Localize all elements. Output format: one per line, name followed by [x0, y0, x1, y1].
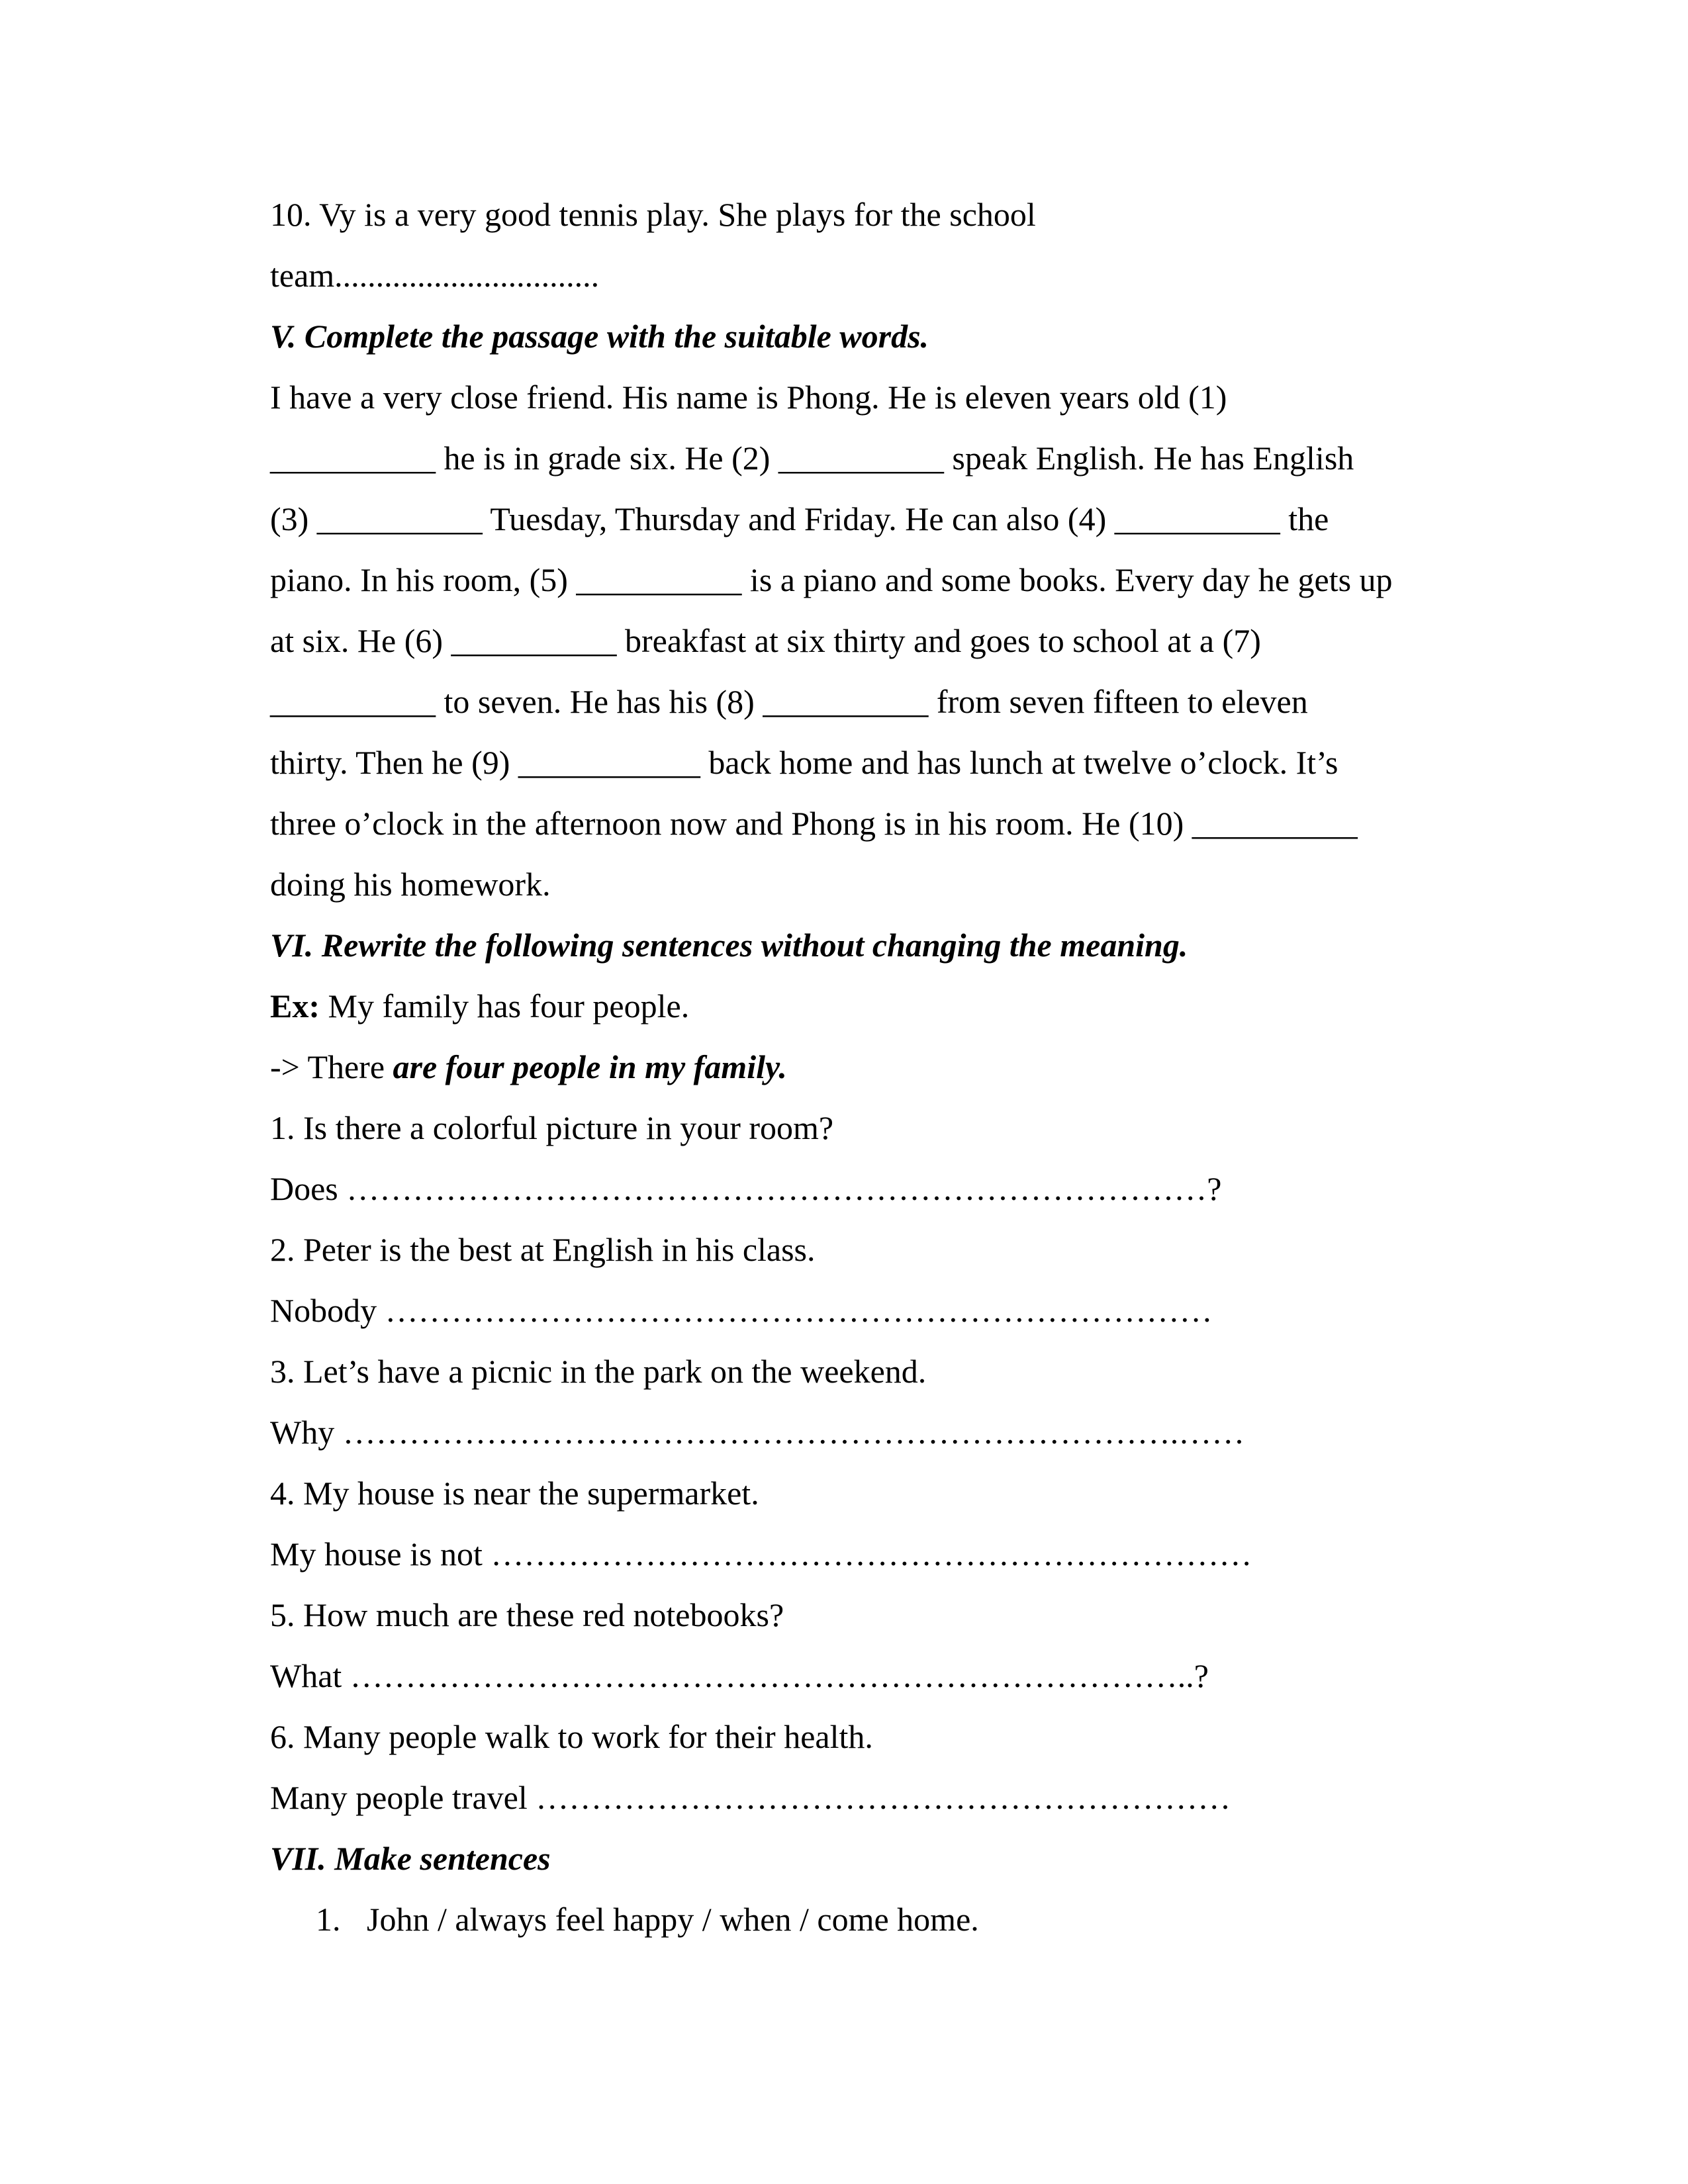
rewrite-answer-1: Does ……………………………………………………………………? — [270, 1170, 1222, 1207]
section-v-heading: V. Complete the passage with the suitable words. — [270, 318, 929, 355]
example-answer: are four people in my family. — [393, 1048, 787, 1085]
passage-line-4: piano. In his room, (5) __________ is a piano and some books. Every day he gets up — [270, 561, 1393, 598]
passage-line-1: I have a very close friend. His name is Phong. He is eleven years old (1) — [270, 379, 1227, 416]
question-10-line-2: team................................ — [270, 257, 600, 294]
make-sentence-number: 1. — [316, 1901, 341, 1938]
passage-line-9: doing his homework. — [270, 866, 551, 903]
make-sentence-item-1 — [316, 1899, 979, 1939]
passage-line-2: __________ he is in grade six. He (2) __________ speak English. He has English — [270, 439, 1354, 477]
example-label: Ex: — [270, 987, 320, 1024]
rewrite-question-3: 3. Let’s have a picnic in the park on the weekend. — [270, 1353, 927, 1390]
rewrite-answer-5: What …………………………………………………………………..? — [270, 1657, 1209, 1694]
example-answer-line — [270, 1047, 787, 1087]
section-vii-heading: VII. Make sentences — [270, 1840, 551, 1877]
make-sentence-text: John / always feel happy / when / come home. — [367, 1901, 979, 1938]
question-10-line-1: 10. Vy is a very good tennis play. She plays for the school — [270, 196, 1036, 233]
section-vi-heading: VI. Rewrite the following sentences without changing the meaning. — [270, 927, 1188, 964]
rewrite-question-4: 4. My house is near the supermarket. — [270, 1475, 759, 1512]
rewrite-question-6: 6. Many people walk to work for their health. — [270, 1718, 873, 1755]
rewrite-question-1: 1. Is there a colorful picture in your room? — [270, 1109, 834, 1146]
passage-line-3: (3) __________ Tuesday, Thursday and Friday. He can also (4) __________ the — [270, 500, 1329, 537]
passage-line-6: __________ to seven. He has his (8) __________ from seven fifteen to eleven — [270, 683, 1308, 720]
passage-line-5: at six. He (6) __________ breakfast at six thirty and goes to school at a (7) — [270, 622, 1261, 659]
rewrite-answer-2: Nobody ………………………………………………………………… — [270, 1292, 1213, 1329]
passage-line-8: three o’clock in the afternoon now and Phong is in his room. He (10) __________ — [270, 805, 1358, 842]
rewrite-answer-3: Why ………………………………………………………………….…… — [270, 1414, 1245, 1451]
rewrite-answer-6: Many people travel ……………………………………………………… — [270, 1779, 1231, 1816]
rewrite-answer-4: My house is not …………………………………………………………… — [270, 1535, 1252, 1572]
rewrite-question-5: 5. How much are these red notebooks? — [270, 1596, 784, 1633]
passage-line-7: thirty. Then he (9) ___________ back home and has lunch at twelve o’clock. It’s — [270, 744, 1338, 781]
example-sentence: My family has four people. — [320, 987, 690, 1024]
rewrite-question-2: 2. Peter is the best at English in his class. — [270, 1231, 816, 1268]
example-line — [270, 986, 689, 1026]
example-arrow-prefix: -> There — [270, 1048, 393, 1085]
